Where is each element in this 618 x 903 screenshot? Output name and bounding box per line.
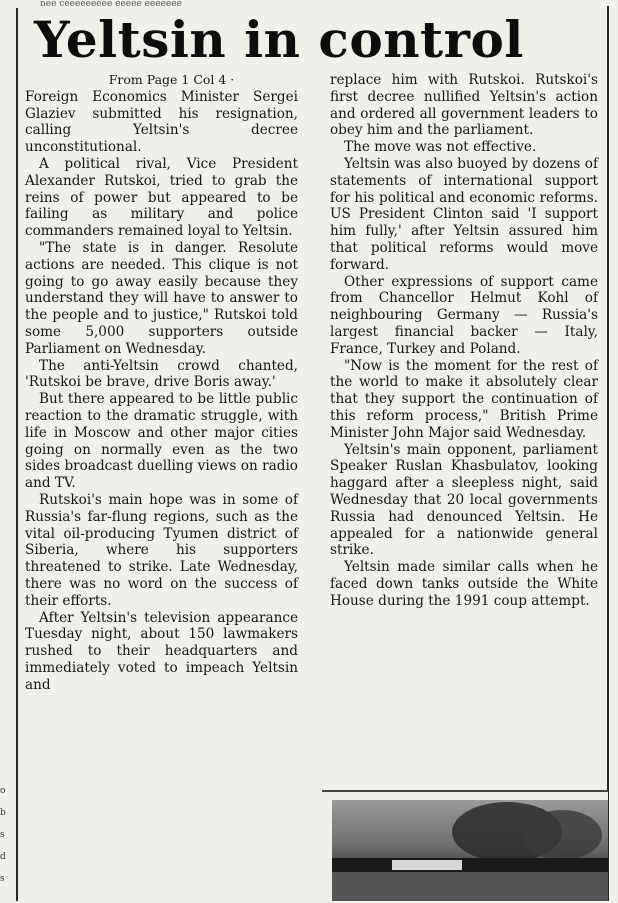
adjacent-column-fragments [0,780,12,890]
article-paragraph: Foreign Economics Minister Sergei Glaziev submitted his resignation, calling Yeltsin's decree unconstitutional. [25,88,298,156]
jump-reference: From Page 1 Col 4 · [108,72,235,87]
article-paragraph: replace him with Rutskoi. Rutskoi's first decree nullified Yeltsin's action and ordered all government leaders to obey him and the parliament. [330,72,598,139]
article-paragraph: The anti-Yeltsin crowd chanted, 'Rutskoi be brave, drive Boris away.' [25,357,298,391]
article-paragraph: After Yeltsin's television appearance Tuesday night, about 150 lawmakers rushed to their headquarters and immediately voted to impeach Yeltsin and [25,609,298,693]
news-photo [332,800,608,901]
photo-crowd-band [332,858,608,872]
article-paragraph: Yeltsin made similar calls when he faced down tanks outside the White House during the 1991 coup attempt. [330,559,598,609]
article-column-left [25,72,298,693]
margin-mark: o [0,786,6,796]
article-paragraph: "Now is the moment for the rest of the world to make it absolutely clear that they support the continuation of this reform process," British Prime Minister John Major said Wednesday. [330,357,598,441]
margin-mark: d [0,852,6,862]
article-paragraph: Yeltsin's main opponent, parliament Speaker Ruslan Khasbulatov, looking haggard after a sleepless night, said Wednesday that 20 local governments Russia had denounced Yeltsin. He appealed for a nationwide general strike. [330,441,598,559]
article-paragraph: "The state is in danger. Resolute actions are needed. This clique is not going to go away easily because they understand they will have to answer to the people and to justice," Rutskoi told some 5,000 supporters outside Parliament on Wednesday. [25,239,298,357]
photo-banner-shape [392,860,462,870]
article-paragraph: But there appeared to be little public reaction to the dramatic struggle, with life in Moscow and other major cities going on normally even as the two sides broadcast duelling views on radio and TV. [25,391,298,492]
left-column-rule [16,8,18,901]
headline: Yeltsin in control [34,10,524,69]
margin-mark: s [0,830,5,840]
article-column-right [330,72,598,610]
margin-mark: s [0,874,5,884]
article-paragraph: Other expressions of support came from Chancellor Helmut Kohl of neighbouring Germany — Russia's largest financial backer — Italy, France, Turkey and Poland. [330,273,598,357]
article-paragraph: The move was not effective. [344,139,537,156]
photo-ground [332,872,608,901]
right-column-rule [607,6,609,901]
article-paragraph: Yeltsin was also buoyed by dozens of statements of international support for his political and economic reforms. US President Clinton said 'I support him fully,' after Yeltsin assured him that political reforms would move forward. [330,155,598,273]
photo-tree-shape [522,810,602,860]
page-header-strip: nee ceeeeeeeee eeeee eeeeeee [40,0,182,8]
article-paragraph: Rutskoi's main hope was in some of Russia's far-flung regions, such as the vital oil-producing Tyumen district of Siberia, where his supporters threatened to strike. Late Wednesday, there was no word on the success of their efforts. [25,491,298,609]
article-paragraph: A political rival, Vice President Alexander Rutskoi, tried to grab the reins of power but appeared to be failing as military and police commanders remained loyal to Yeltsin. [25,155,298,240]
margin-mark: b [0,808,6,818]
